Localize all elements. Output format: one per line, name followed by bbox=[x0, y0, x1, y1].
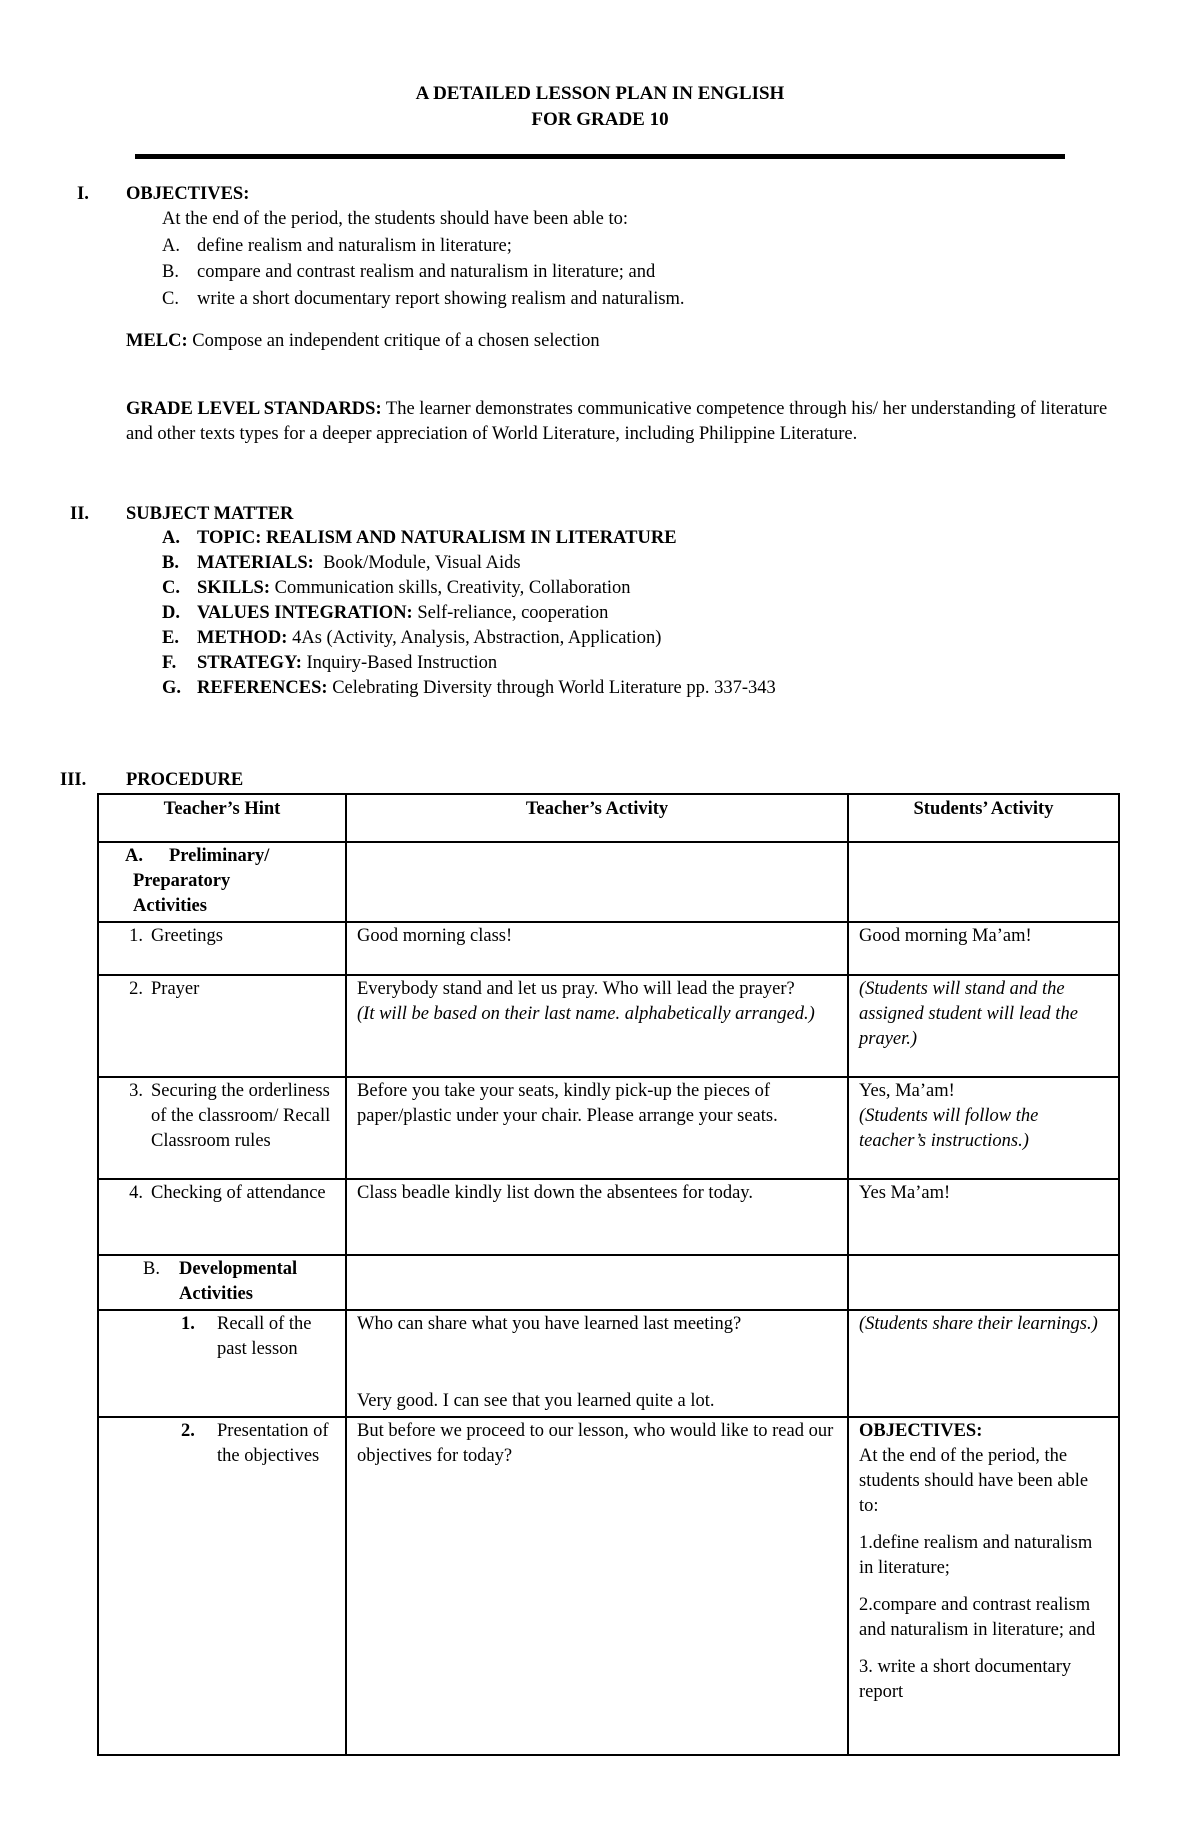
hint-cell bbox=[98, 1417, 346, 1755]
subject-label: METHOD: bbox=[197, 628, 288, 648]
table-row bbox=[98, 975, 1119, 1077]
table-row bbox=[98, 1179, 1119, 1255]
hint-cell bbox=[98, 1077, 346, 1179]
student-cell: Good morning Ma’am! bbox=[848, 922, 1119, 975]
table-row bbox=[98, 1310, 1119, 1417]
section-a-line2: Preparatory bbox=[133, 871, 231, 891]
hint-cell bbox=[98, 1179, 346, 1255]
section-a-line3: Activities bbox=[133, 896, 207, 916]
empty-cell bbox=[346, 842, 848, 922]
teacher-cell: Good morning class! bbox=[346, 922, 848, 975]
empty-cell bbox=[346, 1255, 848, 1310]
teacher-text: Very good. I can see that you learned quite a lot. bbox=[357, 1391, 715, 1411]
empty-cell bbox=[848, 1255, 1119, 1310]
section-a-cell bbox=[98, 842, 346, 922]
subject-text: Inquiry-Based Instruction bbox=[301, 653, 498, 673]
subject-text: Communication skills, Creativity, Collaboration bbox=[270, 578, 631, 598]
section-a-title bbox=[109, 844, 335, 919]
student-cell bbox=[848, 1077, 1119, 1179]
gls-text: The learner demonstrates communicative competence through his/ her understanding of literature and other texts types for a deeper appreciation of World Literature, including Philippine Literature. bbox=[126, 399, 1108, 444]
column-header-students-activity: Students’ Activity bbox=[848, 794, 1119, 842]
teacher-cell: But before we proceed to our lesson, who would like to read our objectives for today? bbox=[346, 1417, 848, 1755]
subject-matter-numeral: II. bbox=[70, 504, 90, 524]
hint-cell bbox=[98, 1310, 346, 1417]
student-cell: (Students will stand and the assigned student will lead the prayer.) bbox=[848, 975, 1119, 1077]
hint-text: Presentation of the objectives bbox=[217, 1421, 329, 1466]
table-row bbox=[98, 1417, 1119, 1755]
subject-label: VALUES INTEGRATION: bbox=[197, 603, 413, 623]
teacher-text: Who can share what you have learned last meeting? bbox=[357, 1314, 742, 1334]
table-row bbox=[98, 1077, 1119, 1179]
gls-label: GRADE LEVEL STANDARDS: bbox=[126, 399, 382, 419]
objective-letter: C. bbox=[162, 289, 179, 309]
section-b-line1: Developmental bbox=[179, 1259, 298, 1279]
objective-item: define realism and naturalism in literature; bbox=[197, 236, 512, 256]
teacher-note: (It will be based on their last name. alphabetically arranged.) bbox=[357, 1004, 815, 1024]
hint-text: Greetings bbox=[151, 926, 223, 946]
procedure-numeral: III. bbox=[60, 770, 87, 790]
hint-number: 2. bbox=[181, 1421, 195, 1441]
student-objective-item: 1.define realism and naturalism in literature; bbox=[859, 1533, 1093, 1578]
objective-letter: A. bbox=[162, 236, 180, 256]
subject-text: Celebrating Diversity through World Literature pp. 337-343 bbox=[327, 678, 776, 698]
subject-letter: A. bbox=[162, 528, 180, 548]
hint-number: 4. bbox=[129, 1183, 143, 1203]
teacher-text: Everybody stand and let us pray. Who will lead the prayer? bbox=[357, 979, 795, 999]
hint-text: Checking of attendance bbox=[151, 1183, 326, 1203]
section-a-letter: A. bbox=[125, 846, 143, 866]
subject-text: 4As (Activity, Analysis, Abstraction, Application) bbox=[287, 628, 662, 648]
hint-number: 1. bbox=[129, 926, 143, 946]
subject-label: STRATEGY: bbox=[197, 653, 302, 673]
subject-item-strategy bbox=[197, 651, 497, 676]
student-objective-item: 2.compare and contrast realism and naturalism in literature; and bbox=[859, 1595, 1096, 1640]
subject-label: SKILLS: bbox=[197, 578, 271, 598]
procedure-heading: PROCEDURE bbox=[126, 770, 244, 790]
subject-item-references bbox=[197, 676, 776, 701]
document-title-line1: A DETAILED LESSON PLAN IN ENGLISH bbox=[415, 83, 785, 104]
subject-item-materials bbox=[197, 551, 521, 576]
subject-letter: D. bbox=[162, 603, 180, 623]
section-a-line1: Preliminary/ bbox=[169, 846, 270, 866]
melc-label: MELC: bbox=[126, 331, 188, 351]
objectives-intro: At the end of the period, the students should have been able to: bbox=[162, 209, 628, 229]
subject-letter: B. bbox=[162, 553, 179, 573]
subject-label: MATERIALS: bbox=[197, 553, 314, 573]
hint-cell bbox=[98, 975, 346, 1077]
subject-label: REFERENCES: bbox=[197, 678, 328, 698]
hint-number: 1. bbox=[181, 1314, 195, 1334]
objectives-heading: OBJECTIVES: bbox=[126, 184, 250, 204]
section-b-text bbox=[179, 1257, 297, 1307]
objective-letter: B. bbox=[162, 262, 179, 282]
student-cell: Yes Ma’am! bbox=[848, 1179, 1119, 1255]
subject-letter: E. bbox=[162, 628, 179, 648]
column-header-teachers-hint: Teacher’s Hint bbox=[98, 794, 346, 842]
subject-text: Self-reliance, cooperation bbox=[412, 603, 609, 623]
section-b-title bbox=[109, 1257, 335, 1307]
table-header-row bbox=[98, 794, 1119, 842]
student-cell bbox=[848, 1417, 1119, 1755]
teacher-cell: Class beadle kindly list down the absentees for today. bbox=[346, 1179, 848, 1255]
grade-level-standards bbox=[126, 397, 1126, 447]
hint-text: Recall of the past lesson bbox=[217, 1314, 312, 1359]
student-objectives-intro: At the end of the period, the students should have been able to: bbox=[859, 1446, 1089, 1516]
table-row bbox=[98, 922, 1119, 975]
student-note: (Students will follow the teacher’s instructions.) bbox=[859, 1106, 1039, 1151]
procedure-table bbox=[97, 793, 1120, 1756]
student-cell: (Students share their learnings.) bbox=[848, 1310, 1119, 1417]
hint-number: 3. bbox=[129, 1081, 143, 1101]
objective-item: write a short documentary report showing realism and naturalism. bbox=[197, 289, 685, 309]
objectives-numeral: I. bbox=[77, 184, 89, 204]
subject-label: TOPIC: REALISM AND NATURALISM IN LITERATURE bbox=[197, 528, 677, 548]
objective-item: compare and contrast realism and naturalism in literature; and bbox=[197, 262, 656, 282]
teacher-cell bbox=[346, 1310, 848, 1417]
hint-cell bbox=[98, 922, 346, 975]
student-objectives-heading: OBJECTIVES: bbox=[859, 1421, 983, 1441]
subject-letter: G. bbox=[162, 678, 182, 698]
subject-letter: C. bbox=[162, 578, 180, 598]
melc-statement bbox=[126, 329, 600, 354]
subject-text: Book/Module, Visual Aids bbox=[313, 553, 521, 573]
section-b-line2: Activities bbox=[179, 1284, 253, 1304]
empty-cell bbox=[848, 842, 1119, 922]
table-row-section-b bbox=[98, 1255, 1119, 1310]
teacher-cell bbox=[346, 975, 848, 1077]
section-b-letter: B. bbox=[143, 1259, 160, 1279]
subject-item-topic bbox=[197, 526, 677, 551]
document-title-line2: FOR GRADE 10 bbox=[531, 109, 669, 130]
column-header-teachers-activity: Teacher’s Activity bbox=[346, 794, 848, 842]
hint-text: Prayer bbox=[151, 979, 200, 999]
subject-item-values bbox=[197, 601, 608, 626]
section-b-cell bbox=[98, 1255, 346, 1310]
student-text: Yes, Ma’am! bbox=[859, 1081, 955, 1101]
hint-text: Securing the orderliness of the classroom/ Recall Classroom rules bbox=[151, 1081, 331, 1151]
teacher-cell: Before you take your seats, kindly pick-up the pieces of paper/plastic under your chair. Please arrange your seats. bbox=[346, 1077, 848, 1179]
melc-text: Compose an independent critique of a chosen selection bbox=[187, 331, 600, 351]
title-divider bbox=[135, 154, 1065, 159]
subject-matter-heading: SUBJECT MATTER bbox=[126, 504, 294, 524]
subject-item-skills bbox=[197, 576, 631, 601]
student-objective-item: 3. write a short documentary report bbox=[859, 1657, 1072, 1702]
hint-number: 2. bbox=[129, 979, 143, 999]
table-row-section-a bbox=[98, 842, 1119, 922]
subject-letter: F. bbox=[162, 653, 177, 673]
subject-item-method bbox=[197, 626, 661, 651]
